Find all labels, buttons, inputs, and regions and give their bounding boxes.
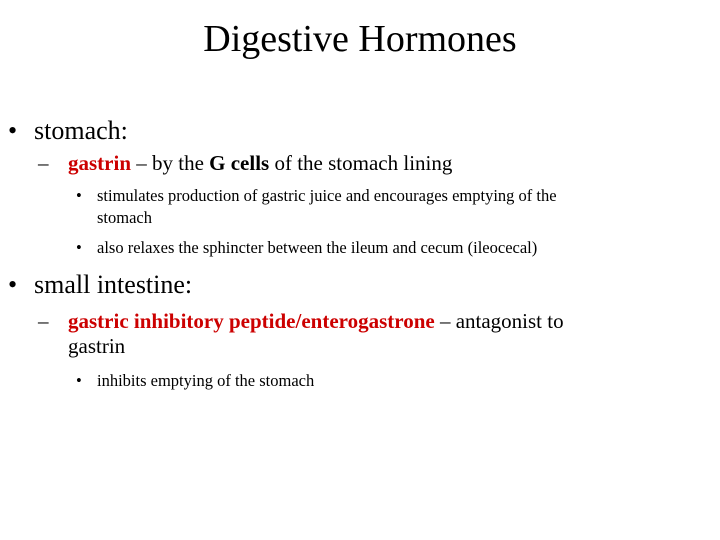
point-text: inhibits emptying of the stomach — [97, 371, 315, 390]
bullet-small-intestine — [8, 270, 192, 300]
gip-text-1: – antagonist to — [434, 309, 564, 333]
gastrin-text-2: of the stomach lining — [269, 151, 453, 175]
heading-small-intestine: small intestine: — [34, 270, 193, 299]
gastrin-text-1: – by the — [131, 151, 210, 175]
point-gastrin-1 — [76, 185, 666, 229]
term-gip: gastric inhibitory peptide/enterogastrone — [68, 309, 435, 333]
bullet-icon: • — [8, 116, 18, 145]
point-text-continued: stomach — [97, 208, 152, 227]
sub-gip — [38, 309, 658, 359]
dash-icon: – — [38, 151, 49, 175]
point-text: also relaxes the sphincter between the ileum and cecum (ileocecal) — [97, 238, 538, 257]
bullet-stomach — [8, 116, 128, 146]
point-gastrin-2 — [76, 237, 666, 259]
bullet-icon: • — [76, 238, 82, 257]
bullet-icon: • — [76, 186, 82, 205]
term-gastrin: gastrin — [68, 151, 131, 175]
point-gip-1 — [76, 370, 666, 392]
sub-gastrin — [38, 151, 658, 176]
bullet-icon: • — [8, 270, 18, 299]
heading-stomach: stomach: — [34, 116, 128, 145]
gastrin-g-cells: G cells — [209, 151, 270, 175]
gip-text-continued: gastrin — [68, 334, 126, 358]
dash-icon: – — [38, 309, 49, 333]
point-text: stimulates production of gastric juice and encourages emptying of the — [97, 186, 557, 205]
slide-title: Digestive Hormones — [203, 18, 517, 60]
bullet-icon: • — [76, 371, 82, 390]
